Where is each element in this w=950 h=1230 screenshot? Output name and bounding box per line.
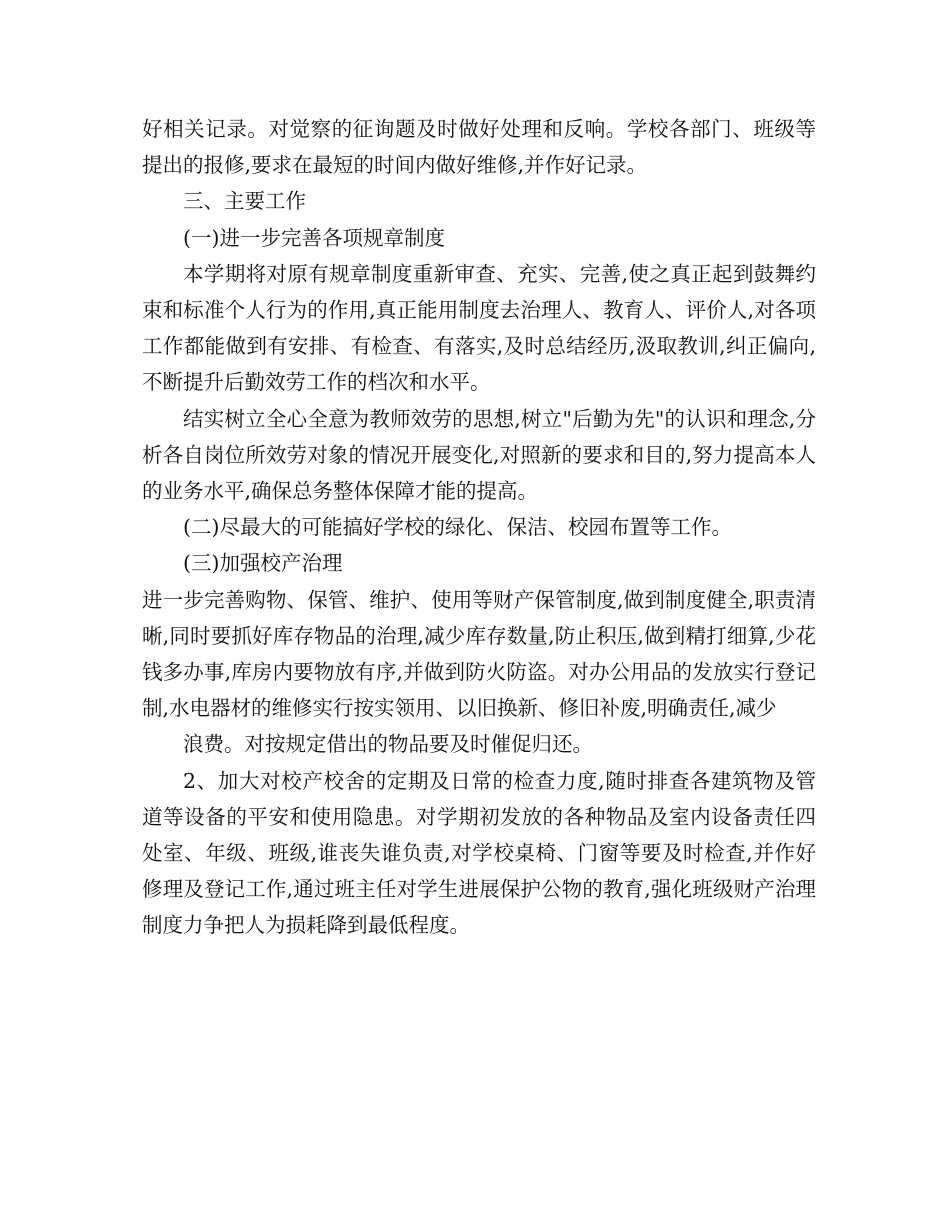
paragraph-rules-review: 本学期将对原有规章制度重新审查、充实、完善,使之真正起到鼓舞约束和标准个人行为的作用,真正能用制度去治理人、教育人、评价人,对各项工作都能做到有安排、有检查、有落实,及时总结经历,汲取教训,纠正偏向,不断提升后勤效劳工作的档次和水平。: [142, 261, 816, 395]
paragraph-continuation-records: 好相关记录。对觉察的征询题及时做好处理和反响。学校各部门、班级等提出的报修,要求在最短的时间内做好维修,并作好记录。: [142, 117, 816, 178]
subheading-asset-management: (三)加强校产治理: [183, 551, 343, 576]
paragraph-waste-return: 浪费。对按规定借出的物品要及时催促归还。: [183, 732, 593, 757]
paragraph-asset-rules: 进一步完善购物、保管、维护、使用等财产保管制度,做到制度健全,职责清晰,同时要抓好库存物品的治理,减少库存数量,防止积压,做到精打细算,少花钱多办事,库房内要物放有序,并做到防火防盗。对办公用品的发放实行登记制,水电器材的维修实行按实领用、以旧换新、修旧补废,明确责任,减少: [142, 587, 816, 721]
subheading-greening: (二)尽最大的可能搞好学校的绿化、保洁、校园布置等工作。: [183, 515, 732, 540]
document-body: [142, 111, 816, 944]
paragraph-inspection: 2、加大对校产校舍的定期及日常的检查力度,随时排查各建筑物及管道等设备的平安和使用隐患。对学期初发放的各种物品及室内设备责任四处室、年级、班级,谁丧失谁负责,对学校桌椅、门窗等要及时检查,并作好修理及登记工作,通过班主任对学生进展保护公物的教育,强化班级财产治理制度力争把人为损耗降到最低程度。: [142, 768, 816, 938]
subheading-rules: (一)进一步完善各项规章制度: [183, 225, 445, 250]
heading-main-work: 三、主要工作: [183, 189, 306, 214]
paragraph-service-mindset: 结实树立全心全意为教师效劳的思想,树立"后勤为先"的认识和理念,分析各自岗位所效劳对象的情况开展变化,对照新的要求和目的,努力提高本人的业务水平,确保总务整体保障才能的提高。: [142, 406, 816, 504]
